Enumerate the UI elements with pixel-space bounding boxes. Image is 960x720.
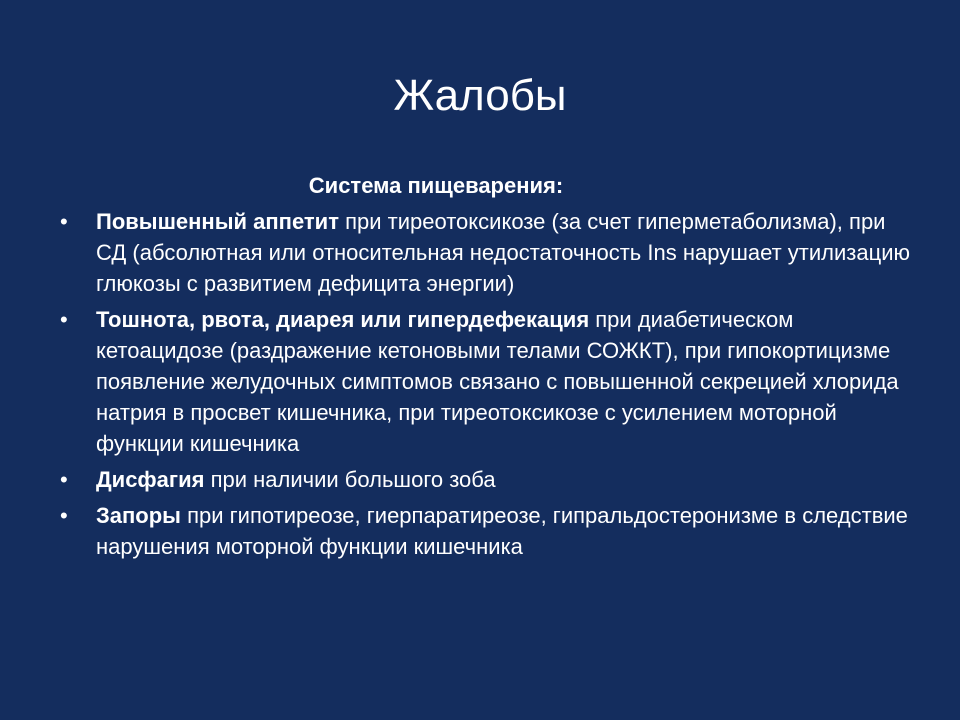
bullet-icon: • — [60, 307, 68, 332]
item-text: при наличии большого зоба — [204, 467, 496, 492]
bullet-icon: • — [60, 503, 68, 528]
item-text: при гипотиреозе, гиерпаратиреозе, гипральдостеронизме в следствие нарушения моторной функции кишечника — [96, 503, 908, 559]
item-text: при диабетическом кетоацидозе (раздражение кетоновыми телами СОЖКТ), при гипокортицизме появление желудочных симптомов связано с повышенной секрецией хлорида натрия в просвет кишечника, при тиреотоксикозе с усилением моторной функции кишечника — [96, 307, 899, 456]
list-item — [60, 206, 910, 299]
section-subheading: Система пищеварения: — [308, 173, 564, 198]
bullet-icon: • — [60, 467, 68, 492]
item-term: Запоры — [96, 503, 181, 528]
item-term: Тошнота, рвота, диарея или гипердефекация — [96, 307, 590, 332]
item-term: Дисфагия — [96, 467, 205, 492]
slide-title: Жалобы — [393, 71, 567, 120]
complaints-list — [60, 206, 910, 567]
item-text: при тиреотоксикозе (за счет гиперметаболизма), при СД (абсолютная или относительная недостаточность Ins нарушает утилизацию глюкозы с развитием дефицита энергии) — [96, 209, 910, 296]
list-item — [60, 304, 910, 459]
list-item — [60, 464, 910, 495]
list-item — [60, 500, 910, 562]
item-term: Повышенный аппетит — [96, 209, 339, 234]
bullet-icon: • — [60, 209, 68, 234]
